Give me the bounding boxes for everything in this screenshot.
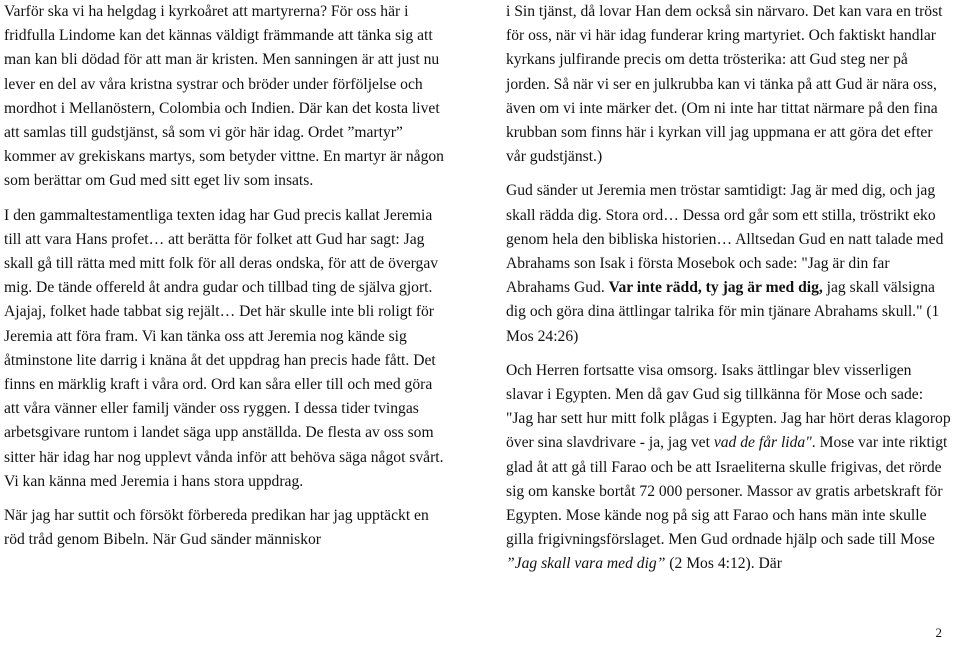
abraham-quote-bold: Var inte rädd, ty jag är med dig, bbox=[608, 279, 823, 297]
moses-quote-italic-2: ”Jag skall vara med dig” bbox=[506, 555, 666, 573]
paragraph-martyr-intro: Varför ska vi ha helgdag i kyrkoåret att martyrerna? För oss här i fridfulla Lindome kan det kännas väldigt främmande att tänka sig att man kan bli dödad för att man är kristen. Men sanningen är att just nu lever en del av våra kristna systrar och bröder under förföljelse och mordhot i Mellanöstern, Colombia och Indien. Där kan det kosta livet att samlas till gudstjänst, så som vi gör här idag. Ordet ”martyr” kommer av grekiskans martys, som betyder vittne. En martyr är någon som berättar om Gud med sitt eget liv som insats. bbox=[4, 3, 444, 190]
paragraph-abraham bbox=[506, 179, 951, 348]
moses-text-start: Och Herren fortsatte visa omsorg. Isaks ättlingar blev visserligen slavar i Egypten. Men då gav Gud sig tillkänna för Mose och sade: "Jag har sett hur mitt folk plågas i Egypten. Jag har hört deras klagorop över sina slavdrivare - ja, jag vet bbox=[506, 361, 951, 452]
moses-text-middle: . Mose var inte riktigt glad åt att gå till Farao och be att Israeliterna skulle frigivas, det rörde sig om kanske bortåt 72 000 personer. Massor av gratis arbetskraft för Egypten. Mose kände nog på sig att Farao och hans män inte skulle gilla frigivningsförslaget. Men Gud ordnade hjälp och sade till Mose bbox=[506, 434, 948, 549]
abraham-text-end: jag skall välsigna dig och göra dina ättlingar talrika för min tjänare Abrahams skull." (1 Mos 24:26) bbox=[506, 279, 940, 345]
abraham-text-start: Gud sänder ut Jeremia men tröstar samtidigt: Jag är med dig, och jag skall rädda dig. Stora ord… Dessa ord går som ett stilla, tröstrikt eko genom hela den bibliska historien… Alltsedan Gud en natt talade med Abrahams son Isak i första Mosebok och sade: "Jag är din far Abrahams Gud. bbox=[506, 182, 944, 297]
page-number: 2 bbox=[935, 625, 942, 640]
paragraph-moses bbox=[506, 359, 951, 577]
paragraph-red-thread: När jag har suttit och försökt förbereda predikan har jag upptäckt en röd tråd genom Bibeln. När Gud sänder människor bbox=[4, 507, 429, 549]
moses-quote-italic-1: vad de får lida" bbox=[713, 434, 812, 452]
moses-text-end: (2 Mos 4:12). Där bbox=[665, 555, 782, 573]
paragraph-presence: i Sin tjänst, då lovar Han dem också sin närvaro. Det kan vara en tröst för oss, när vi här idag funderar kring martyriet. Och faktiskt handlar kyrkans julfirande precis om detta trösterika: att Gud steg ner på jorden. Så när vi ser en julkrubba kan vi tänka på att Gud är nära oss, även om vi inte märker det. (Om ni inte har tittat närmare på den fina krubban som finns här i kyrkan vill jag uppmana er att göra det efter vår gudstjänst.) bbox=[506, 3, 943, 166]
left-column bbox=[4, 0, 450, 562]
right-column bbox=[506, 0, 951, 587]
paragraph-jeremia: I den gammaltestamentliga texten idag har Gud precis kallat Jeremia till att vara Hans profet… att berätta för folket att Gud har sagt: Jag skall gå till rätta med mitt folk för all deras ondska, för att de övergav mig. De tände offereld åt andra gudar och tillbad ting de själva gjort. Ajajaj, folket hade tabbat sig rejält… Det här skulle inte bli roligt för Jeremia att föra fram. Vi kan tänka oss att Jeremia nog kände sig åtminstone lite darrig i knäna åt det uppdrag han precis hade fått. Det finns en märklig kraft i våra ord. Ord kan såra eller till och med göra att våra vänner eller familj vänder oss ryggen. I dessa tider tvingas arbetsgivare runtom i landet säga upp anställda. De flesta av oss som sitter här idag har nog upplevt vånda inför att behöva säga något svårt. Vi kan känna med Jeremia i hans stora uppdrag. bbox=[4, 206, 444, 490]
